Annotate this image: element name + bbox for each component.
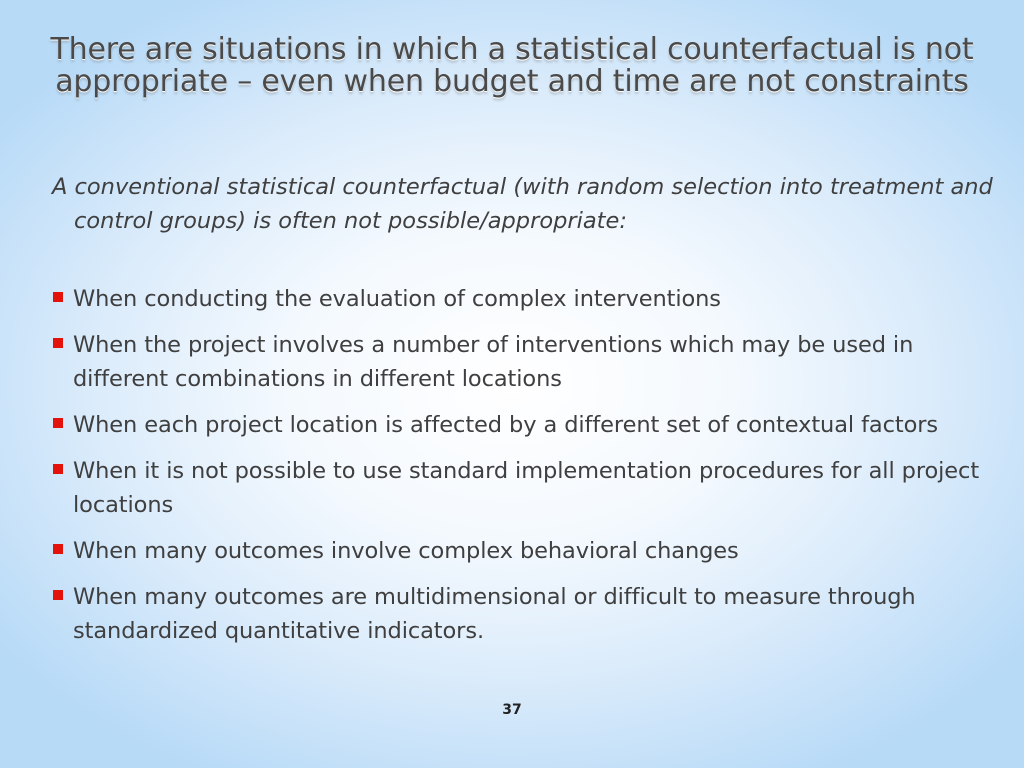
slide-title: There are situations in which a statistical counterfactual is not appropriate – even when budget and time are not constraints [50, 32, 974, 99]
red-square-bullet-icon [53, 338, 63, 348]
red-square-bullet-icon [53, 292, 63, 302]
bullet-text: When many outcomes are multidimensional or difficult to measure through standardized quantitative indicators. [73, 584, 916, 644]
bullet-list [52, 282, 987, 660]
bullet-item [52, 328, 987, 396]
bullet-text: When it is not possible to use standard implementation procedures for all project locations [73, 458, 980, 518]
page-number: 37 [502, 702, 522, 718]
red-square-bullet-icon [53, 418, 63, 428]
bullet-item [52, 534, 987, 568]
bullet-text: When many outcomes involve complex behavioral changes [73, 538, 739, 564]
bullet-text: When each project location is affected by a different set of contextual factors [73, 412, 939, 438]
red-square-bullet-icon [53, 464, 63, 474]
bullet-text: When conducting the evaluation of complex interventions [73, 286, 721, 312]
bullet-item [52, 580, 987, 648]
bullet-text: When the project involves a number of interventions which may be used in different combinations in different locations [73, 332, 914, 392]
bullet-item [52, 282, 987, 316]
bullet-item [52, 454, 987, 522]
red-square-bullet-icon [53, 544, 63, 554]
bullet-item [52, 408, 987, 442]
red-square-bullet-icon [53, 590, 63, 600]
intro-text: A conventional statistical counterfactual (with random selection into treatment and control groups) is often not possible/appropriate: [52, 174, 993, 234]
